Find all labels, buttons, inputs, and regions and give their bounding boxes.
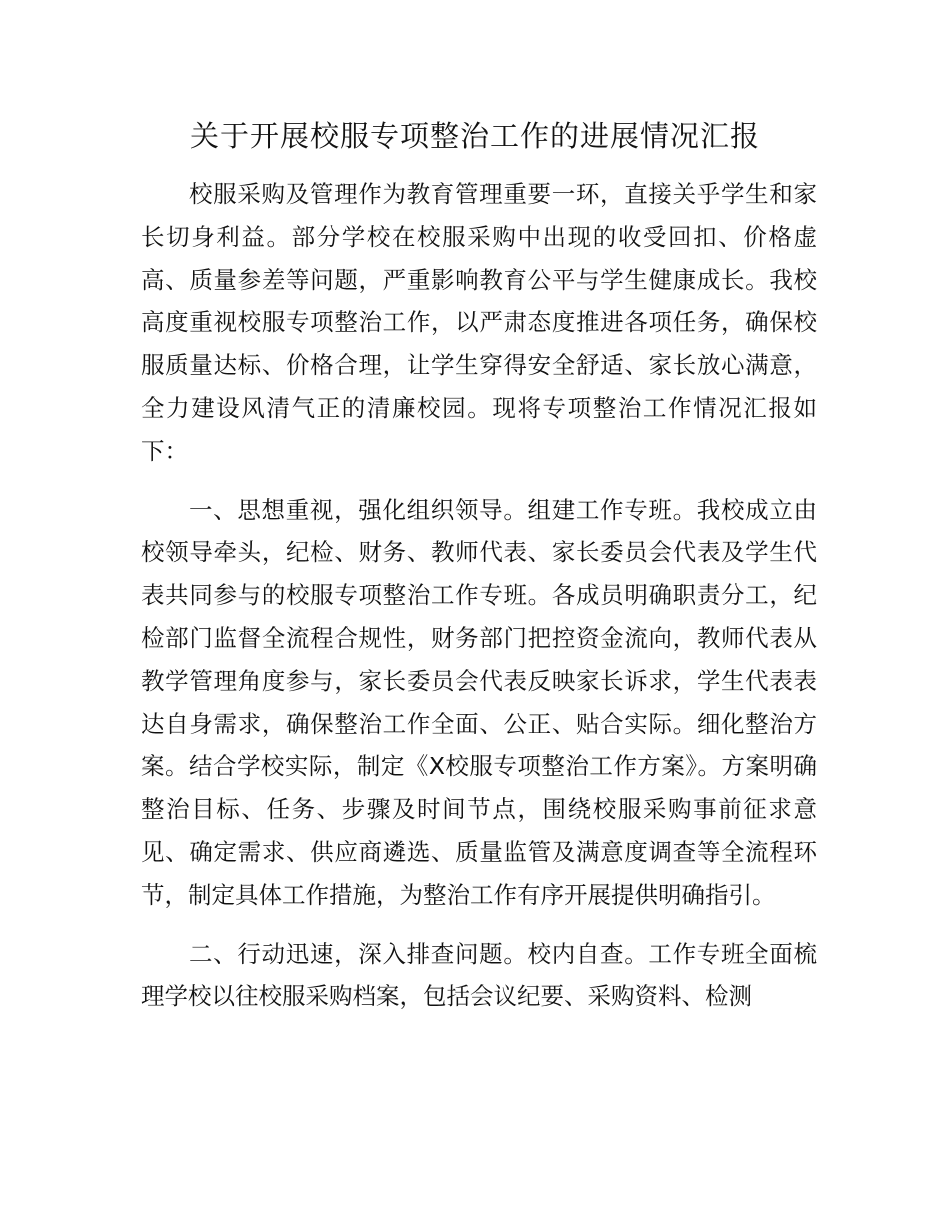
paragraph-section-two: 二、行动迅速，深入排查问题。校内自查。工作专班全面梳理学校以往校服采购档案，包括会议纪要、采购资料、检测	[141, 939, 817, 1011]
paragraph-intro: 校服采购及管理作为教育管理重要一环，直接关乎学生和家长切身利益。部分学校在校服采购中出现的收受回扣、价格虚高、质量参差等问题，严重影响教育公平与学生健康成长。我校高度重视校服专项整治工作，以严肃态度推进各项任务，确保校服质量达标、价格合理，让学生穿得安全舒适、家长放心满意，全力建设风清气正的清廉校园。现将专项整治工作情况汇报如下：	[141, 180, 817, 465]
paragraph-section-one: 一、思想重视，强化组织领导。组建工作专班。我校成立由校领导牵头，纪检、财务、教师代表、家长委员会代表及学生代表共同参与的校服专项整治工作专班。各成员明确职责分工，纪检部门监督全流程合规性，财务部门把控资金流向，教师代表从教学管理角度参与，家长委员会代表反映家长诉求，学生代表表达自身需求，确保整治工作全面、公正、贴合实际。细化整治方案。结合学校实际，制定《X校服专项整治工作方案》。方案明确整治目标、任务、步骤及时间节点，围绕校服采购事前征求意见、确定需求、供应商遴选、质量监管及满意度调查等全流程环节，制定具体工作措施，为整治工作有序开展提供明确指引。	[141, 495, 817, 909]
document-body	[141, 173, 817, 1034]
document-title: 关于开展校服专项整治工作的进展情况汇报	[189, 119, 760, 153]
